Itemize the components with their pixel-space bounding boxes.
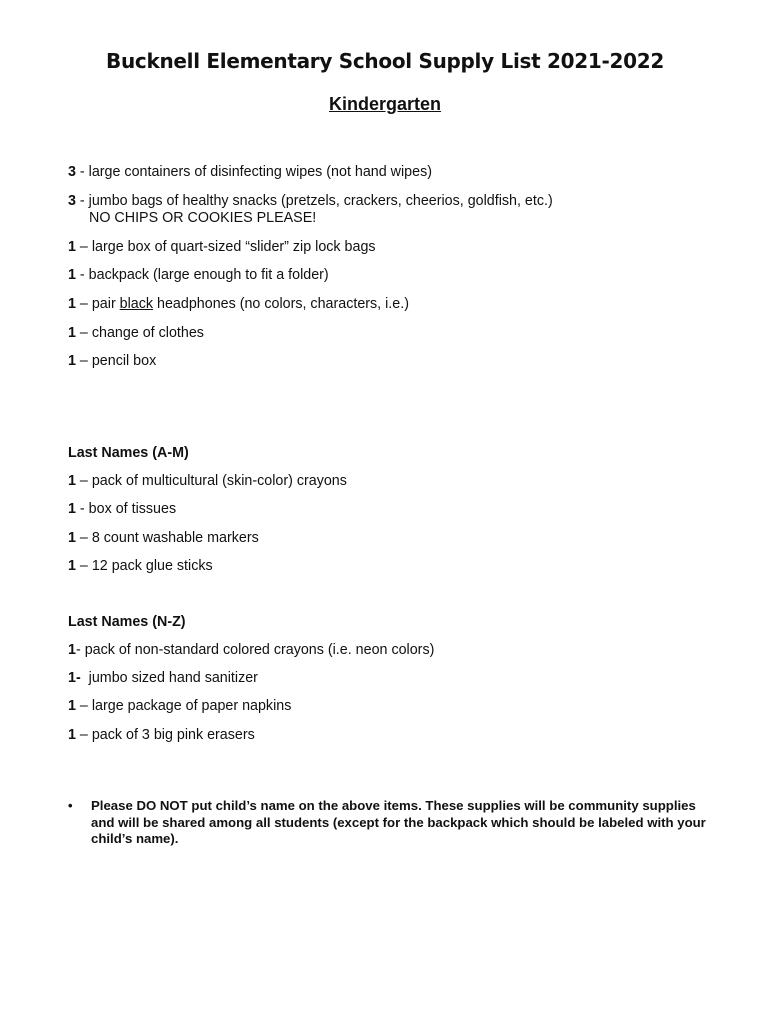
- item-text: 12 pack glue sticks: [91, 558, 213, 574]
- list-item: [68, 727, 255, 744]
- list-item: [68, 239, 376, 256]
- item-quantity: 1: [68, 727, 76, 743]
- item-quantity: 1: [68, 325, 76, 341]
- section-heading-n-z: Last Names (N-Z): [68, 614, 186, 630]
- item-separator: –: [75, 296, 92, 312]
- bullet-icon: •: [68, 798, 73, 813]
- grade-heading: Kindergarten: [328, 94, 442, 114]
- item-text: jumbo sized hand sanitizer: [88, 670, 258, 686]
- list-item: [68, 296, 409, 313]
- list-item: [68, 530, 259, 547]
- item-quantity: 1: [68, 267, 76, 283]
- item-text: pencil box: [91, 353, 157, 369]
- list-item: [68, 670, 258, 687]
- list-item: [68, 642, 434, 659]
- item-separator: –: [75, 727, 92, 743]
- item-quantity: 1-: [68, 670, 81, 686]
- section-heading-a-m: Last Names (A-M): [68, 445, 189, 461]
- item-text: large box of quart-sized “slider” zip lock bags: [91, 239, 376, 255]
- item-separator: –: [75, 353, 92, 369]
- item-quantity: 1: [68, 558, 76, 574]
- item-text: pack of non-standard colored crayons (i.e. neon colors): [84, 642, 435, 658]
- item-quantity: 1: [68, 501, 76, 517]
- item-text: change of clothes: [91, 325, 204, 341]
- item-separator: -: [75, 642, 85, 658]
- item-text: large package of paper napkins: [91, 698, 292, 714]
- item-text-underlined: black: [119, 296, 154, 312]
- item-quantity: 1: [68, 698, 76, 714]
- item-quantity: 1: [68, 296, 76, 312]
- list-item: [68, 325, 204, 342]
- item-separator: –: [75, 558, 92, 574]
- item-separator: –: [75, 530, 92, 546]
- item-separator: –: [75, 325, 92, 341]
- item-separator: –: [75, 473, 92, 489]
- item-text: box of tissues: [88, 501, 177, 517]
- item-separator: –: [75, 698, 92, 714]
- item-text: pack of multicultural (skin-color) crayons: [91, 473, 347, 489]
- item-text: 8 count washable markers: [91, 530, 259, 546]
- item-separator: –: [75, 239, 92, 255]
- item-quantity: 1: [68, 642, 76, 658]
- list-item: [68, 353, 156, 370]
- item-separator: -: [75, 501, 89, 517]
- item-separator: [81, 670, 89, 686]
- item-note: NO CHIPS OR COOKIES PLEASE!: [89, 210, 317, 226]
- item-text: pack of 3 big pink erasers: [91, 727, 255, 743]
- item-quantity: 1: [68, 473, 76, 489]
- item-text: backpack (large enough to fit a folder): [88, 267, 329, 283]
- item-text-before: pair: [91, 296, 120, 312]
- list-item: [68, 267, 329, 284]
- item-quantity: 1: [68, 353, 76, 369]
- item-separator: -: [75, 164, 89, 180]
- list-item: [68, 473, 347, 490]
- item-quantity: 3: [68, 164, 76, 180]
- list-item: [68, 558, 213, 575]
- item-quantity: 3: [68, 193, 76, 209]
- footer-note-text: Please DO NOT put child’s name on the above items. These supplies will be community supplies and will be shared among all students (except for the backpack which should be labeled with your child’s name).: [91, 798, 706, 846]
- list-item: [68, 193, 553, 210]
- list-item: [68, 501, 176, 518]
- item-quantity: 1: [68, 239, 76, 255]
- list-item: [68, 698, 291, 715]
- list-item: [68, 164, 432, 181]
- item-text: large containers of disinfecting wipes (not hand wipes): [88, 164, 432, 180]
- page-title: Bucknell Elementary School Supply List 2021-2022: [106, 49, 664, 73]
- item-separator: -: [75, 267, 89, 283]
- item-text: jumbo bags of healthy snacks (pretzels, crackers, cheerios, goldfish, etc.): [88, 193, 553, 209]
- item-text-after: headphones (no colors, characters, i.e.): [153, 296, 409, 312]
- item-separator: -: [75, 193, 89, 209]
- item-quantity: 1: [68, 530, 76, 546]
